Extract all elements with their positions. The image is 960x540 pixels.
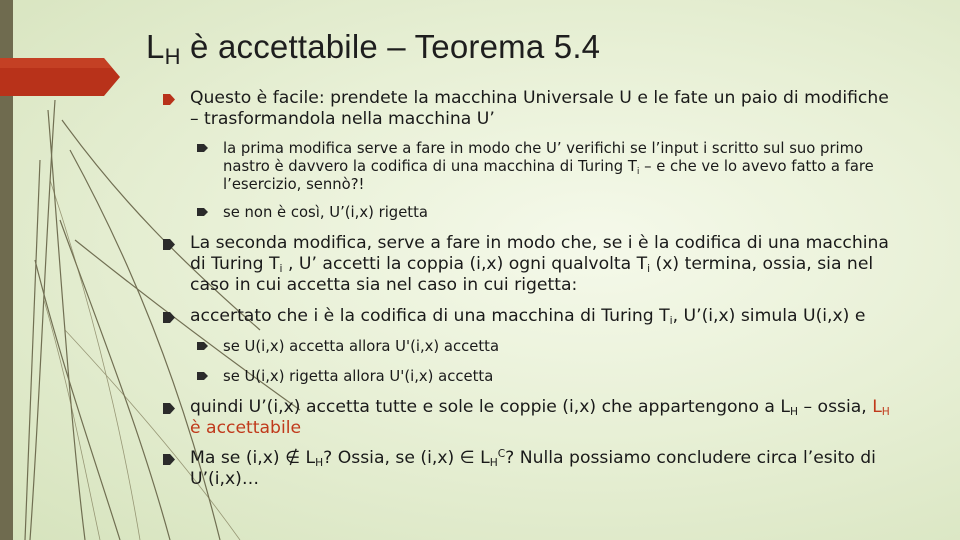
bullet-1-2: se non è così, U’(i,x) rigetta	[160, 204, 890, 222]
bullet-5: Ma se (i,x) ∉ $L_H$? Ossia, se (i,x) ∈ $L_H^C$? Nulla possiamo concludere circa l’esito di U’(i,x)…	[160, 448, 890, 490]
bullet-arrow-icon	[197, 144, 208, 152]
bullet-3-1: se U(i,x) accetta allora U'(i,x) accetta	[160, 338, 890, 356]
bullet-1: Questo è facile: prendete la macchina Universale U e le fate un paio di modifiche – trasformandola nella macchina U’	[160, 88, 890, 130]
bullet-arrow-icon	[197, 342, 208, 350]
bullet-arrow-icon	[197, 208, 208, 216]
bullet-3: accertato che i è la codifica di una macchina di Turing $T_i$, U’(i,x) simula U(i,x) e	[160, 306, 890, 327]
bullet-arrow-icon	[163, 454, 175, 465]
bullet-arrow-icon	[163, 239, 175, 250]
bullet-arrow-icon	[163, 94, 175, 105]
title-accent-tag	[0, 58, 120, 96]
slide-body	[160, 88, 890, 490]
highlight-conclusion: $L_H$ è accettabile	[190, 397, 890, 438]
bullet-arrow-icon	[163, 312, 175, 323]
bullet-2: La seconda modifica, serve a fare in modo che, se i è la codifica di una macchina di Turing $T_i$ , U’ accetti la coppia (i,x) ogni qualvolta $T_i$ (x) termina, ossia, sia nel caso in cui accetta sia nel caso in cui rigetta:	[160, 233, 890, 296]
bullet-arrow-icon	[163, 403, 175, 414]
slide-title: $L_H$ è accettabile – Teorema 5.4	[146, 28, 601, 69]
bullet-3-2: se U(i,x) rigetta allora U'(i,x) accetta	[160, 368, 890, 386]
bullet-4: quindi U’(i,x) accetta tutte e sole le coppie (i,x) che appartengono a $L_H$ – ossia, $L_H$ è accettabile	[160, 397, 890, 439]
bullet-arrow-icon	[197, 372, 208, 380]
bullet-1-1: la prima modifica serve a fare in modo che U’ verifichi se l’input i scritto sul suo primo nastro è davvero la codifica di una macchina di Turing $T_i$ – e che ve lo avevo fatto a fare l’esercizio, sennò?!	[160, 140, 890, 194]
